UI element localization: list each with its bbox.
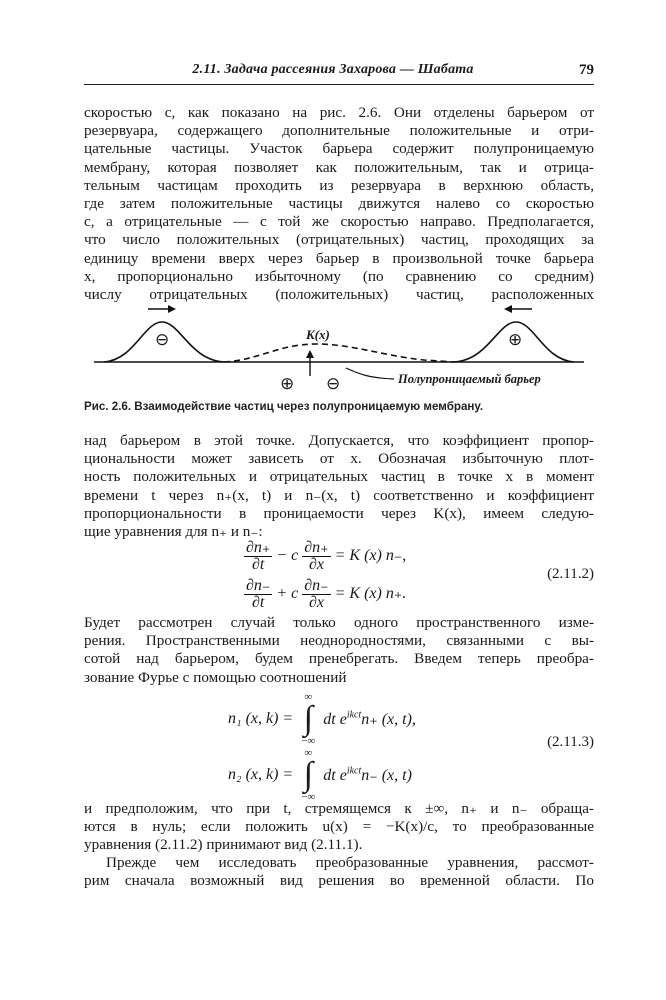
upper-limit: ∞ — [304, 691, 313, 703]
right-arrow-icon — [168, 305, 176, 313]
barrier-label: Полупроницаемый барьер — [398, 372, 541, 386]
header-rule — [84, 84, 594, 85]
equation-2-11-3-line-2 — [228, 748, 412, 802]
fraction-denominator: ∂t — [252, 556, 265, 573]
text-line: рения. Пространственными неоднородностями, связанными с вы- — [84, 632, 594, 650]
up-arrow-icon — [306, 350, 314, 358]
text-line: пропорциональности в проницаемости через K(x), имеем следую- — [84, 504, 594, 522]
exponent: ikct — [346, 765, 362, 777]
text-line: где затем положительные частицы движутся налево со скоростью — [84, 195, 594, 213]
paragraph-5 — [84, 854, 594, 890]
plus-particle-icon: ⊕ — [508, 330, 523, 350]
lhs: n₂ (x, k) = — [228, 766, 294, 783]
text-line: зование Фурье с помощью соотношений — [84, 668, 347, 686]
left-arrow-icon — [504, 305, 512, 313]
equation-2-11-2-line-2 — [244, 578, 406, 611]
text-line: щие уравнения для n₊ и n₋: — [84, 523, 263, 541]
figure-2-6 — [84, 298, 594, 398]
lhs: n₁ (x, k) = — [228, 710, 294, 727]
page-number: 79 — [579, 62, 594, 78]
fraction-numerator: ∂n₊ — [246, 539, 271, 556]
fraction-numerator: ∂n₋ — [304, 577, 329, 594]
text-line: x, пропорционально избыточному (по сравнению со средним) — [84, 267, 594, 285]
text-line: единицу времени вверх через барьер в произвольной точке барьера — [84, 249, 594, 267]
integral-sign-icon: ∫ — [303, 756, 313, 793]
text-line: скоростью c, как показано на рис. 2.6. Они отделены барьером от — [84, 104, 594, 121]
text-line: тельным частицам проходить из резервуара в верхнюю область, — [84, 176, 594, 194]
k-label: K(x) — [306, 327, 330, 342]
fraction-numerator: ∂n₋ — [246, 577, 271, 594]
text-line: ность положительных и отрицательных частиц в точке x в момент — [84, 468, 594, 486]
operator: − c — [276, 547, 299, 565]
text-line: времени t через n₊(x, t) и n₋(x, t) соответственно и коэффициент — [84, 486, 594, 504]
exponent: ikct — [346, 709, 362, 721]
paragraph-4 — [84, 800, 594, 855]
fraction-denominator: ∂t — [252, 594, 265, 611]
integral-sign-icon: ∫ — [303, 700, 313, 737]
text-line: Будет рассмотрен случай только одного пространственного изме- — [84, 614, 594, 631]
running-head: 2.11. Задача рассеяния Захарова — Шабата — [192, 62, 474, 77]
text-line: сотой над барьером, будем пренебрегать. Введем теперь преобра- — [84, 650, 594, 668]
equation-2-11-3-line-1 — [228, 692, 416, 746]
reservoir-plus-icon: ⊕ — [280, 374, 295, 394]
text-line: рим сначала возможный вид решения во временной области. По — [84, 872, 594, 890]
text-line: мембрану, которая позволяет как положительным, так и отрица- — [84, 158, 594, 176]
text-line: c, а отрицательные — с той же скоростью направо. Предполагается, — [84, 213, 594, 231]
label-pointer — [346, 368, 394, 379]
text-line: над барьером в этой точке. Допускается, что коэффициент пропор- — [84, 432, 594, 449]
fraction-denominator: ∂x — [308, 594, 324, 611]
text-line: Прежде чем исследовать преобразованные уравнения, рассмот- — [106, 854, 594, 871]
text-line: резервуара, содержащего дополнительные положительные и отри- — [84, 122, 594, 140]
paragraph-2 — [84, 432, 594, 541]
right-hand-side: = K (x) n₊. — [334, 585, 407, 603]
text-line: цательные частицы. Участок барьера содержит полупроницаемую — [84, 140, 594, 158]
text-line: ются в нуль; если положить u(x) = −K(x)/c, то преобразованные — [84, 818, 594, 836]
upper-limit: ∞ — [304, 747, 313, 759]
paragraph-1 — [84, 104, 594, 304]
fraction-numerator: ∂n₊ — [304, 539, 329, 556]
integrand: dt e — [323, 711, 347, 728]
integrand-rest: n₋ (x, t) — [361, 767, 412, 784]
text-line: и предположим, что при t, стремящемся к ±∞, n₊ и n₋ обраща- — [84, 800, 594, 817]
text-line: числу отрицательных (положительных) частиц, расположенных — [84, 286, 594, 304]
figure-caption: Рис. 2.6. Взаимодействие частиц через полупроницаемую мембрану. — [84, 400, 484, 413]
text-line: уравнения (2.11.2) принимают вид (2.11.1). — [84, 836, 363, 854]
integrand: dt e — [323, 767, 347, 784]
fraction-denominator: ∂x — [308, 556, 324, 573]
k-profile-curve — [224, 344, 454, 362]
equation-number-2-11-3: (2.11.3) — [547, 734, 594, 750]
lower-limit: −∞ — [301, 735, 316, 747]
right-hand-side: = K (x) n₋, — [334, 547, 407, 565]
reservoir-minus-icon: ⊖ — [326, 374, 341, 394]
equation-number-2-11-2: (2.11.2) — [547, 566, 594, 582]
minus-particle-icon: ⊖ — [155, 330, 170, 350]
operator: + c — [276, 585, 299, 603]
lower-limit: −∞ — [301, 791, 316, 803]
paragraph-3 — [84, 614, 594, 687]
integrand-rest: n₊ (x, t), — [361, 711, 416, 728]
text-line: что число положительных (отрицательных) частиц, проходящих за — [84, 231, 594, 249]
equation-2-11-2-line-1 — [244, 540, 406, 573]
text-line: циональности может зависеть от x. Обозначая избыточную плот- — [84, 450, 594, 468]
